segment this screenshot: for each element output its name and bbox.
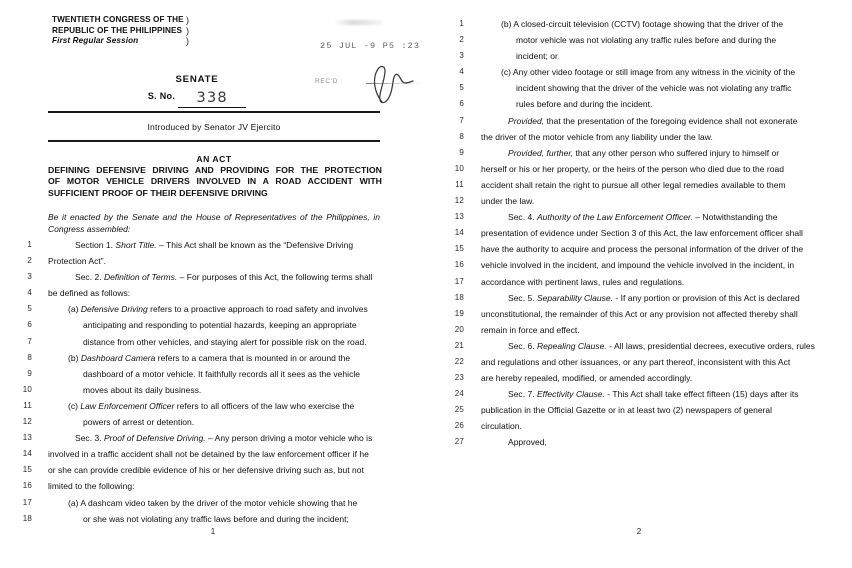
numbered-text-line <box>426 32 852 48</box>
text-run: Sec. 5. <box>508 292 537 303</box>
line-number: 9 <box>27 368 32 378</box>
line-text <box>48 253 106 269</box>
numbered-text-line <box>426 225 852 241</box>
numbered-text-line <box>0 350 426 366</box>
line-text <box>516 32 776 48</box>
numbered-text-line <box>426 193 852 209</box>
numbered-text-line <box>0 398 426 414</box>
line-text <box>75 430 372 446</box>
text-run: – Any person driving a motor vehicle who is <box>205 433 373 444</box>
numbered-text-line <box>426 402 852 418</box>
text-run: – Notwithstanding the <box>692 212 778 223</box>
page-2-body <box>426 16 852 451</box>
bill-number-label: S. No. <box>147 91 176 101</box>
numbered-text-line <box>0 414 426 430</box>
text-run: Authority of the Law Enforcement Officer. <box>536 212 693 223</box>
text-run: Sec. 4. <box>508 212 537 223</box>
session-line: First Regular Session <box>52 36 139 46</box>
text-run: refers to all officers of the law who exercise the <box>174 400 355 411</box>
text-run: have the authority to acquire and process the personal information of the driver of the <box>481 244 804 255</box>
bill-number-row <box>0 89 426 108</box>
line-text <box>48 446 369 462</box>
text-run: distance from other vehicles, and staying alert for possible risk on the road. <box>83 336 367 347</box>
line-number: 22 <box>454 356 464 366</box>
line-text <box>481 322 580 338</box>
text-run: (b) A closed-circuit television (CCTV) footage showing that the driver of the <box>501 19 784 29</box>
text-run: motor vehicle was not violating any traffic rules before and during the <box>516 35 777 46</box>
divider-rule-bottom <box>48 140 380 142</box>
line-number: 14 <box>454 228 464 238</box>
text-run: (b) <box>68 352 81 363</box>
text-run: Protection Act”. <box>48 256 106 267</box>
text-run: under the law. <box>481 196 535 207</box>
document-page-2 <box>426 0 852 568</box>
line-text <box>48 462 364 478</box>
numbered-text-line <box>0 495 426 511</box>
received-stamp-label: REC'D <box>315 78 338 85</box>
line-number: 16 <box>22 481 32 491</box>
line-text <box>516 80 791 96</box>
line-number: 8 <box>459 131 464 141</box>
line-number: 18 <box>454 292 464 302</box>
numbered-text-line <box>0 269 426 285</box>
line-text <box>508 113 797 129</box>
line-number: 6 <box>27 320 32 330</box>
text-run: (a) A dashcam video taken by the driver of the motor vehicle showing that he <box>68 497 358 508</box>
text-run: (c) <box>68 400 81 411</box>
text-run: moves about its daily business. <box>83 384 202 395</box>
text-run: publication in the Official Gazette or in at least two (2) newspapers of general <box>481 405 773 416</box>
line-text <box>508 290 800 306</box>
text-run: herself or his or her property, or the heirs of the person who died due to the road <box>481 163 784 174</box>
numbered-text-line <box>426 129 852 145</box>
line-text <box>83 334 367 350</box>
line-number: 8 <box>27 352 32 362</box>
text-run: involved in a traffic accident shall not be detained by the law enforcement officer if he <box>48 449 369 460</box>
line-text <box>83 414 194 430</box>
line-number: 6 <box>459 99 464 109</box>
numbered-text-line <box>0 462 426 478</box>
numbered-text-line <box>426 64 852 80</box>
header-paren-marks: ) ) ) <box>186 15 189 47</box>
line-number: 23 <box>454 373 464 383</box>
line-text <box>481 370 692 386</box>
text-run: dashboard of a motor vehicle. It faithfully records all it sees as the vehicle <box>83 368 361 379</box>
line-text <box>83 382 201 398</box>
line-number: 2 <box>459 35 464 45</box>
line-number: 11 <box>23 400 32 410</box>
line-number: 13 <box>22 433 32 443</box>
text-run: (a) <box>68 304 81 315</box>
line-number: 5 <box>459 83 464 93</box>
line-number: 17 <box>454 276 464 286</box>
numbered-text-line <box>426 418 852 434</box>
line-text <box>481 177 786 193</box>
line-text <box>75 269 373 285</box>
text-run: Repealing Clause. <box>536 340 607 351</box>
text-run: presentation of evidence under Section 3 of this Act, the law enforcement officer shall <box>481 228 803 239</box>
text-run: powers of arrest or detention. <box>83 417 195 428</box>
divider-rule-top <box>48 111 380 113</box>
line-number: 15 <box>22 465 32 475</box>
congress-header <box>52 15 184 47</box>
line-text <box>501 16 783 32</box>
text-run: that any other person who suffered injury to himself or <box>573 147 780 158</box>
text-run: Law Enforcement Officer <box>80 400 175 411</box>
numbered-text-line <box>0 430 426 446</box>
numbered-text-line <box>426 80 852 96</box>
numbered-text-line <box>426 322 852 338</box>
text-run: are hereby repealed, modified, or amended accordingly. <box>481 373 693 384</box>
text-run: Effectivity Clause. <box>536 389 605 400</box>
line-text <box>68 495 357 511</box>
numbered-text-line <box>426 434 852 450</box>
text-run: Sec. 7. <box>508 389 537 400</box>
numbered-text-line <box>426 257 852 273</box>
line-number: 7 <box>27 336 32 346</box>
line-text <box>481 274 684 290</box>
enacting-clause: Be it enacted by the Senate and the House of Representatives of the Philippines, in Congress assembled: <box>48 212 380 235</box>
line-number: 13 <box>454 212 464 222</box>
text-run: Sec. 2. <box>75 272 104 283</box>
bill-number-value: 338 <box>178 90 246 108</box>
numbered-text-line <box>0 446 426 462</box>
text-run: be defined as follows: <box>48 288 131 299</box>
numbered-text-line <box>426 209 852 225</box>
text-run: Sec. 6. <box>508 340 537 351</box>
text-run: Short Title. <box>115 240 157 250</box>
line-text <box>48 285 130 301</box>
text-run: Sec. 3. <box>75 433 104 444</box>
date-stamp: 25 JUL -9 P5 :23 <box>320 41 421 51</box>
text-run: remain in force and effect. <box>481 324 580 335</box>
line-number: 17 <box>22 497 32 507</box>
text-run: – For purposes of this Act, the following terms shall <box>177 272 373 283</box>
line-text <box>83 317 357 333</box>
numbered-text-line <box>426 241 852 257</box>
line-number: 7 <box>459 115 464 125</box>
numbered-text-line <box>0 382 426 398</box>
numbered-text-line <box>0 301 426 317</box>
an-act-heading: AN ACT <box>196 154 232 164</box>
line-number: 19 <box>454 308 464 318</box>
numbered-text-line <box>426 16 852 32</box>
act-title-line-3: SUFFICIENT PROOF OF THEIR DEFENSIVE DRIVING <box>48 187 268 198</box>
text-run: refers to a proactive approach to road safety and involves <box>147 304 368 315</box>
numbered-text-line <box>426 145 852 161</box>
numbered-text-line <box>426 274 852 290</box>
numbered-text-line <box>0 237 426 253</box>
numbered-text-line <box>426 354 852 370</box>
line-text <box>508 209 777 225</box>
text-run: rules before and during the incident. <box>516 99 653 110</box>
line-number: 4 <box>27 288 32 298</box>
act-title-line-2: OF MOTOR VEHICLE DRIVERS INVOLVED IN A ROAD ACCIDENT WITH <box>48 176 382 187</box>
text-run: the driver of the motor vehicle from any liability under the law. <box>481 131 713 142</box>
numbered-text-line <box>426 96 852 112</box>
line-text <box>481 241 803 257</box>
text-run: accordance with pertinent laws, rules and regulations. <box>481 276 685 287</box>
line-number: 1 <box>27 240 32 249</box>
text-run: or she can provide credible evidence of his or her defensive driving such as, but not <box>48 465 364 476</box>
text-run: Approved, <box>508 437 547 448</box>
line-number: 26 <box>454 421 464 431</box>
text-run: Dashboard Camera <box>80 352 156 363</box>
text-run: - If any portion or provision of this Act is declared <box>612 292 800 303</box>
line-number: 20 <box>454 324 464 334</box>
numbered-text-line <box>0 478 426 494</box>
act-title <box>48 165 382 199</box>
text-run: Section 1. <box>75 240 116 250</box>
line-text <box>508 145 779 161</box>
line-number: 18 <box>22 513 32 523</box>
line-text <box>481 402 772 418</box>
numbered-text-line <box>426 177 852 193</box>
numbered-text-line <box>0 334 426 350</box>
text-run: - This Act shall take effect fifteen (15) days after its <box>604 389 799 400</box>
numbered-text-line <box>0 285 426 301</box>
line-text <box>501 64 795 80</box>
text-run: – This Act shall be known as the “Defensive Driving <box>156 240 354 250</box>
line-number: 4 <box>459 67 464 77</box>
line-text <box>68 301 368 317</box>
line-number: 24 <box>454 389 464 399</box>
line-text <box>48 478 135 494</box>
line-text <box>481 418 522 434</box>
line-text <box>516 48 558 64</box>
act-title-line-1: DEFINING DEFENSIVE DRIVING AND PROVIDING FOR THE PROTECTION <box>48 165 382 175</box>
line-number: 21 <box>454 340 464 350</box>
text-run: (c) Any other video footage or still image from any witness in the vicinity of the <box>501 67 796 78</box>
line-number: 27 <box>454 437 464 447</box>
text-run: anticipating and responding to potential hazards, keeping an appropriate <box>83 320 357 331</box>
text-run: refers to a camera that is mounted in or around the <box>155 352 351 363</box>
line-number: 10 <box>454 163 464 173</box>
numbered-text-line <box>426 161 852 177</box>
text-run: accident shall retain the right to pursue all other legal remedies available to them <box>481 179 786 190</box>
text-run: incident showing that the driver of the vehicle was not violating any traffic <box>516 83 792 94</box>
line-text <box>68 398 354 414</box>
numbered-text-line <box>426 48 852 64</box>
line-number: 15 <box>454 244 464 254</box>
line-text <box>508 338 815 354</box>
text-run: - All laws, presidential decrees, executive orders, rules <box>606 340 815 351</box>
line-number: 9 <box>459 147 464 157</box>
text-run: Provided, <box>508 115 545 126</box>
line-number: 3 <box>27 272 32 282</box>
line-number: 2 <box>27 256 32 266</box>
text-run: Defensive Driving <box>80 304 148 315</box>
line-text <box>75 237 353 253</box>
line-text <box>481 129 713 145</box>
line-text <box>481 257 794 273</box>
text-run: Separability Clause. <box>536 292 613 303</box>
congress-line-2: REPUBLIC OF THE PHILIPPINES <box>52 25 183 35</box>
line-text <box>516 96 652 112</box>
text-run: unconstitutional, the remainder of this Act or any provision not affected thereby shall <box>481 308 798 319</box>
numbered-text-line <box>426 370 852 386</box>
numbered-text-line <box>426 290 852 306</box>
numbered-text-line <box>0 511 426 527</box>
line-text <box>508 434 547 450</box>
text-run: Definition of Terms. <box>103 272 178 283</box>
line-text <box>481 161 784 177</box>
line-number: 1 <box>459 19 464 28</box>
text-run: vehicle involved in the incident, and impound the vehicle involved in the incident, in <box>481 260 795 271</box>
numbered-text-line <box>0 366 426 382</box>
numbered-text-line <box>0 253 426 269</box>
text-run: that the presentation of the foregoing evidence shall not exonerate <box>544 115 798 126</box>
text-run: Provided, further, <box>508 147 574 158</box>
page-1-body <box>0 237 426 527</box>
chamber-heading: SENATE <box>175 74 219 85</box>
numbered-text-line <box>426 113 852 129</box>
numbered-text-line <box>0 317 426 333</box>
line-text <box>481 306 798 322</box>
numbered-text-line <box>426 306 852 322</box>
line-number: 12 <box>22 417 32 427</box>
text-run: and regulations and other issuances, or any part thereof, inconsistent with this Act <box>481 356 791 367</box>
line-number: 16 <box>454 260 464 270</box>
line-text <box>481 225 803 241</box>
text-run: limited to the following: <box>48 481 135 492</box>
text-run: circulation. <box>481 421 522 432</box>
line-text <box>481 193 534 209</box>
line-number: 14 <box>22 449 32 459</box>
line-number: 5 <box>27 304 32 314</box>
text-run: Proof of Defensive Driving. <box>103 433 206 444</box>
text-run: incident; or <box>516 51 558 62</box>
page-2-folio: 2 <box>636 527 642 536</box>
line-number: 12 <box>454 196 464 206</box>
line-number: 10 <box>22 384 32 394</box>
line-number: 11 <box>455 179 464 189</box>
introduced-by-line: Introduced by Senator JV Ejercito <box>147 122 281 132</box>
line-text <box>83 366 360 382</box>
line-number: 25 <box>454 405 464 415</box>
page-1-folio: 1 <box>210 527 216 536</box>
congress-line-1: TWENTIETH CONGRESS OF THE <box>52 15 184 24</box>
line-text <box>508 386 799 402</box>
line-text <box>83 511 349 527</box>
numbered-text-line <box>426 338 852 354</box>
text-run: or she was not violating any traffic laws before and during the incident; <box>83 513 349 524</box>
numbered-text-line <box>426 386 852 402</box>
line-text <box>68 350 350 366</box>
scan-smudge <box>334 20 382 25</box>
line-number: 3 <box>459 51 464 61</box>
line-text <box>481 354 790 370</box>
